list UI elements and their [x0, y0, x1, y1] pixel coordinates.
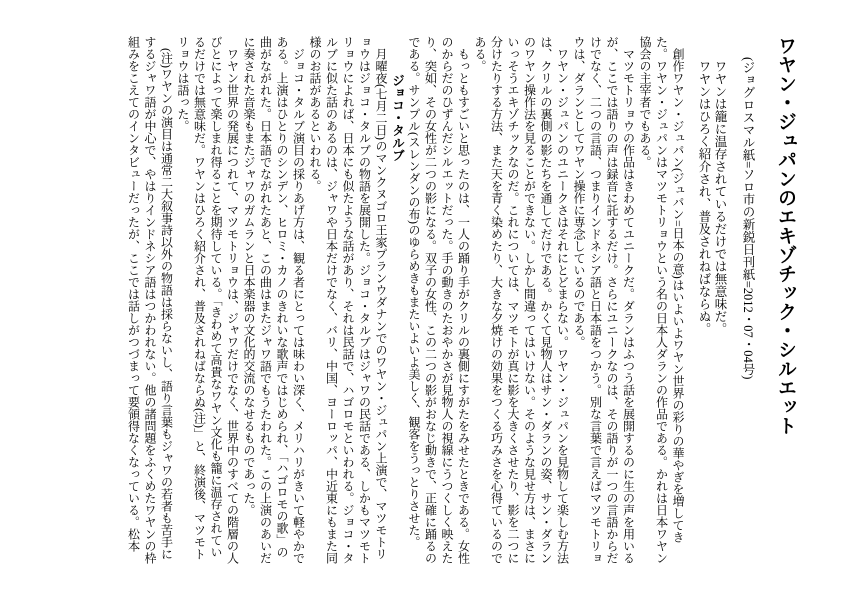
section-paragraph-3: ワヤン世界の発展につれて、マツモトリョウは、ジャワだけでなく、世界中のすべての階層の人びとによって楽しまれ得ることを期待している。「きわめて高貴なワヤン文化も籠に温存されているだけでは無意味だ。ワヤンはひろく紹介され、普及されねばならぬ(注)」と、終演後、マツモトリョウは語った。 — [176, 36, 240, 564]
lead-paragraph-1: 創作ワヤン・ジュパン(ジュパン=日本の意)はいよいよワヤン世界の彩りの華やぎを増してきた。ワヤン・ジュパンはマツモトリョウという名の日本人ダランの作品である。かれは日本ワヤン協会の主宰者でもある。 — [638, 36, 685, 564]
section-paragraph-1: 月曜夜(七月二日)のマンクヌゴロ王家プランウダナンでのワヤン・ジュパン上演で、マツモトリョウはジョコ・タルブの物語を展開した。ジョコ・タルブはジャワの民話である、しかもマツモトリョウによれば、日本にも似たような話があり、それは民話で、ハゴロモといわれる。ジョコ・タルブに似た話のあるのは、ジャワや日本だけでなく、バリ、中国、ヨーロッパ、中近東にもまた同様のお話があるといわれる。 — [308, 36, 388, 564]
vertical-text-flow — [125, 36, 800, 566]
epigraph-line-1: ワヤンは籠に温存されているだけでは無意味だ。 — [713, 60, 727, 335]
lead-paragraph-2: マツモトリョウの作品はきわめてユニークだ。ダランはふつう話を展開するのに生の声を用いるが、ここでは語りの声は録音に託するだけ。さらにユニークなのは、その語りが一つの言語からだけでなく、二つの言語、つまりインドネシア語と日本語をつかう。別な言葉で言えばマツモトリョウは、ダランとしてワヤン操作に専念しているのである。 — [572, 36, 636, 564]
article-title: ワヤン・ジュパンのエキゾチック・シルエット — [775, 36, 796, 435]
section-heading-joko-tarub: ジョコ・タルブ — [390, 73, 405, 161]
note-paragraph: (注)ワヤンの演目は通常二大叙事詩以外の物語は採らないし、語り言葉もジャワの若者も苦手にするジャワ語が中心で、やはりインドネシア語はつかわれない。他の諸問題をふくめたワヤンの枠組みをこえてのインタビューだったが、ここでは話しがつづまって要領得なくなっている。松本 — [126, 36, 174, 564]
lead-paragraph-3: ワヤン・ジュパンのユニークさはそれにとどまらない。ワヤン・ジュパンを見物して楽しむ方法は、クリルの裏側の影たちを通してだけである。かくて見物人はサン・ダランの姿、サン・ダランのワヤン操作法を見ることができない。しかし間違ってはいけない。そのような見せ方は、まさにいっそうエキゾチックなのだ。これについては、マツモトが真に影を大きくさせたり、影を二つに分けたりする方法、また天を青く染めたり、大きな夕焼けの効果をつくる巧みさを心得ているのである。 — [473, 36, 570, 564]
lead-paragraph-4: もっともすごいと思ったのは、一人の踊り手がクリルの裏側にすがたをみせたときである。女性のからだのひずんだシルエットだった。手の動きのたおやかさが見物人の視線にうつくしく映えたり、突如、その女性が二つの影になる。双子の女性、この二つの影がおなじ動きで、正確に踊るのである。サンプル(スレンダンの布)のゆらめきもまたいよいよ美しく、観客をうっとりさせた。 — [407, 36, 471, 564]
source-note: (ジョグロスマル紙=ソロ市の新鋭日刊紙=2012・07・04号) — [741, 57, 755, 380]
epigraph-line-2: ワヤンはひろく紹介され、普及されねばならぬ。 — [697, 60, 711, 335]
section-paragraph-2: ジョコ・タルブ演目の採りあげ方は、観る者にとっては味わい深く、メリハリがきいて軽やかである。上演はひとりのシンデン、ヒロミ・カノのきれいな歌声ではじめられ、「ハゴロモの歌」の曲がながれた。日本語でながれたあと、この曲はまたジャワ語でもうたわれた。この上演のあいだに奏された音楽もまたジャワのガムランと日本楽器の文化的交流のなせるものであった。 — [242, 36, 306, 564]
